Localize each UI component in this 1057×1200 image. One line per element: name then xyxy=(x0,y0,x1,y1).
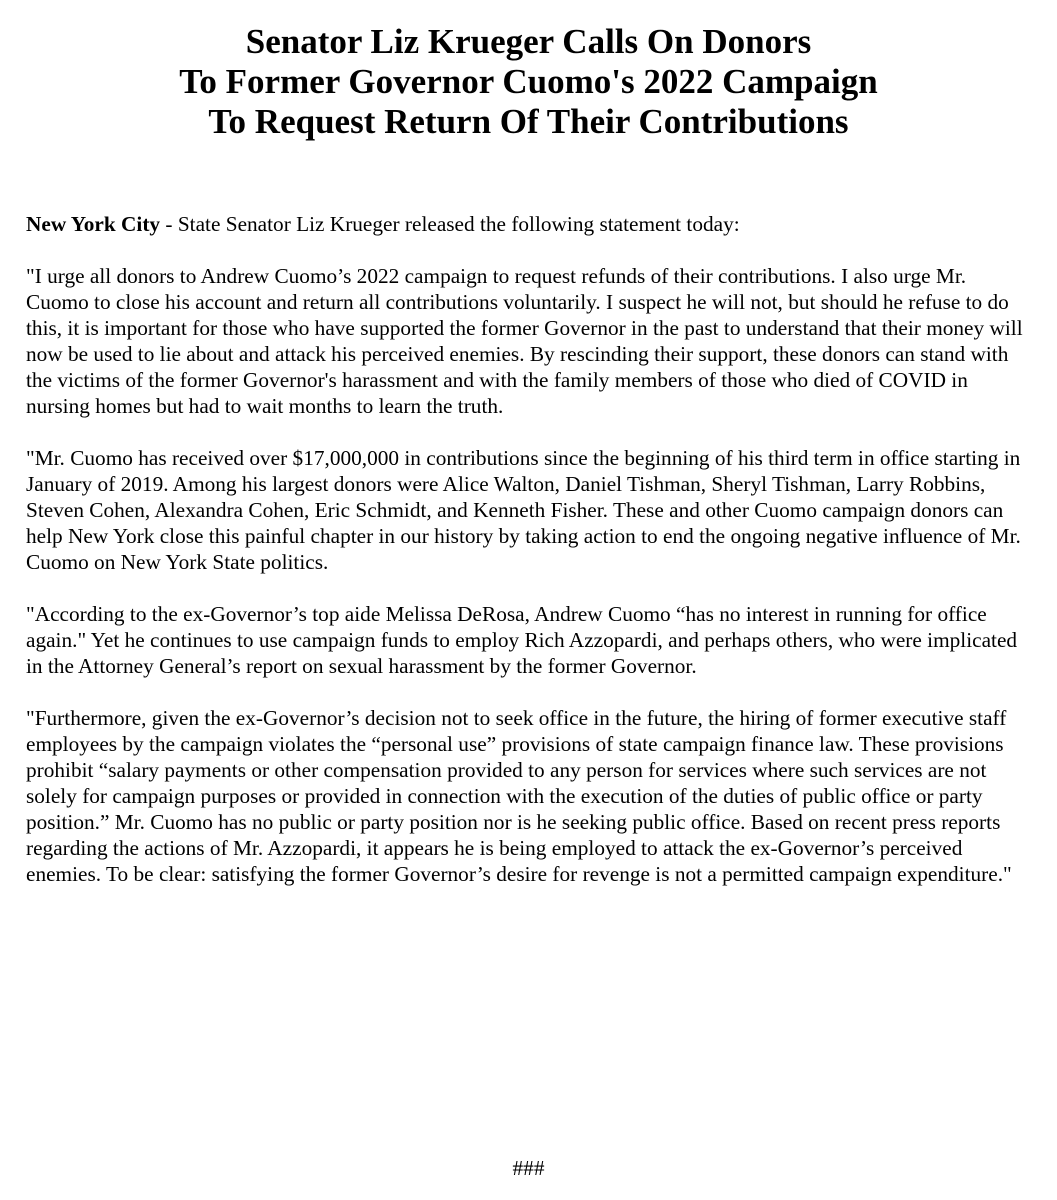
statement-paragraph-2: "Mr. Cuomo has received over $17,000,000 in contributions since the beginning of his third term in office starting in January of 2019. Among his largest donors were Alice Walton, Daniel Tishman, Sheryl Tishman, Larry Robbins, Steven Cohen, Alexandra Cohen, Eric Schmidt, and Kenneth Fisher. These and other Cuomo campaign donors can help New York close this painful chapter in our history by taking action to end the ongoing negative influence of Mr. Cuomo on New York State politics. xyxy=(26,446,1021,574)
dateline: New York City xyxy=(26,212,161,236)
headline xyxy=(0,22,1057,142)
statement-paragraph-4: "Furthermore, given the ex-Governor’s decision not to seek office in the future, the hiring of former executive staff employees by the campaign violates the “personal use” provisions of state campaign finance law. These provisions prohibit “salary payments or other compensation provided to any person for services where such services are not solely for campaign purposes or provided in connection with the execution of the duties of public office or party position.” Mr. Cuomo has no public or party position nor is he seeking public office. Based on recent press reports regarding the actions of Mr. Azzopardi, it appears he is being employed to attack the ex-Governor’s perceived enemies. To be clear: satisfying the former Governor’s desire for revenge is not a permitted campaign expenditure." xyxy=(26,706,1012,886)
statement-paragraph-3: "According to the ex-Governor’s top aide Melissa DeRosa, Andrew Cuomo “has no interest in running for office again." Yet he continues to use campaign funds to employ Rich Azzopardi, and perhaps others, who were implicated in the Attorney General’s report on sexual harassment by the former Governor. xyxy=(26,602,1018,678)
release-body xyxy=(26,211,1031,913)
intro-paragraph xyxy=(26,211,1031,237)
headline-line-3: To Request Return Of Their Contributions xyxy=(208,102,849,141)
headline-line-1: Senator Liz Krueger Calls On Donors xyxy=(245,22,812,61)
end-of-release-mark: ### xyxy=(512,1156,545,1180)
statement-paragraph-1: "I urge all donors to Andrew Cuomo’s 2022 campaign to request refunds of their contributions. I also urge Mr. Cuomo to close his account and return all contributions voluntarily. I suspect he will not, but should he refuse to do this, it is important for those who have supported the former Governor in the past to understand that their money will now be used to lie about and attack his perceived enemies. By rescinding their support, these donors can stand with the victims of the former Governor's harassment and with the family members of those who died of COVID in nursing homes but had to wait months to learn the truth. xyxy=(26,264,1023,418)
intro-text: - State Senator Liz Krueger released the following statement today: xyxy=(160,212,740,236)
headline-line-2: To Former Governor Cuomo's 2022 Campaign xyxy=(179,62,878,101)
